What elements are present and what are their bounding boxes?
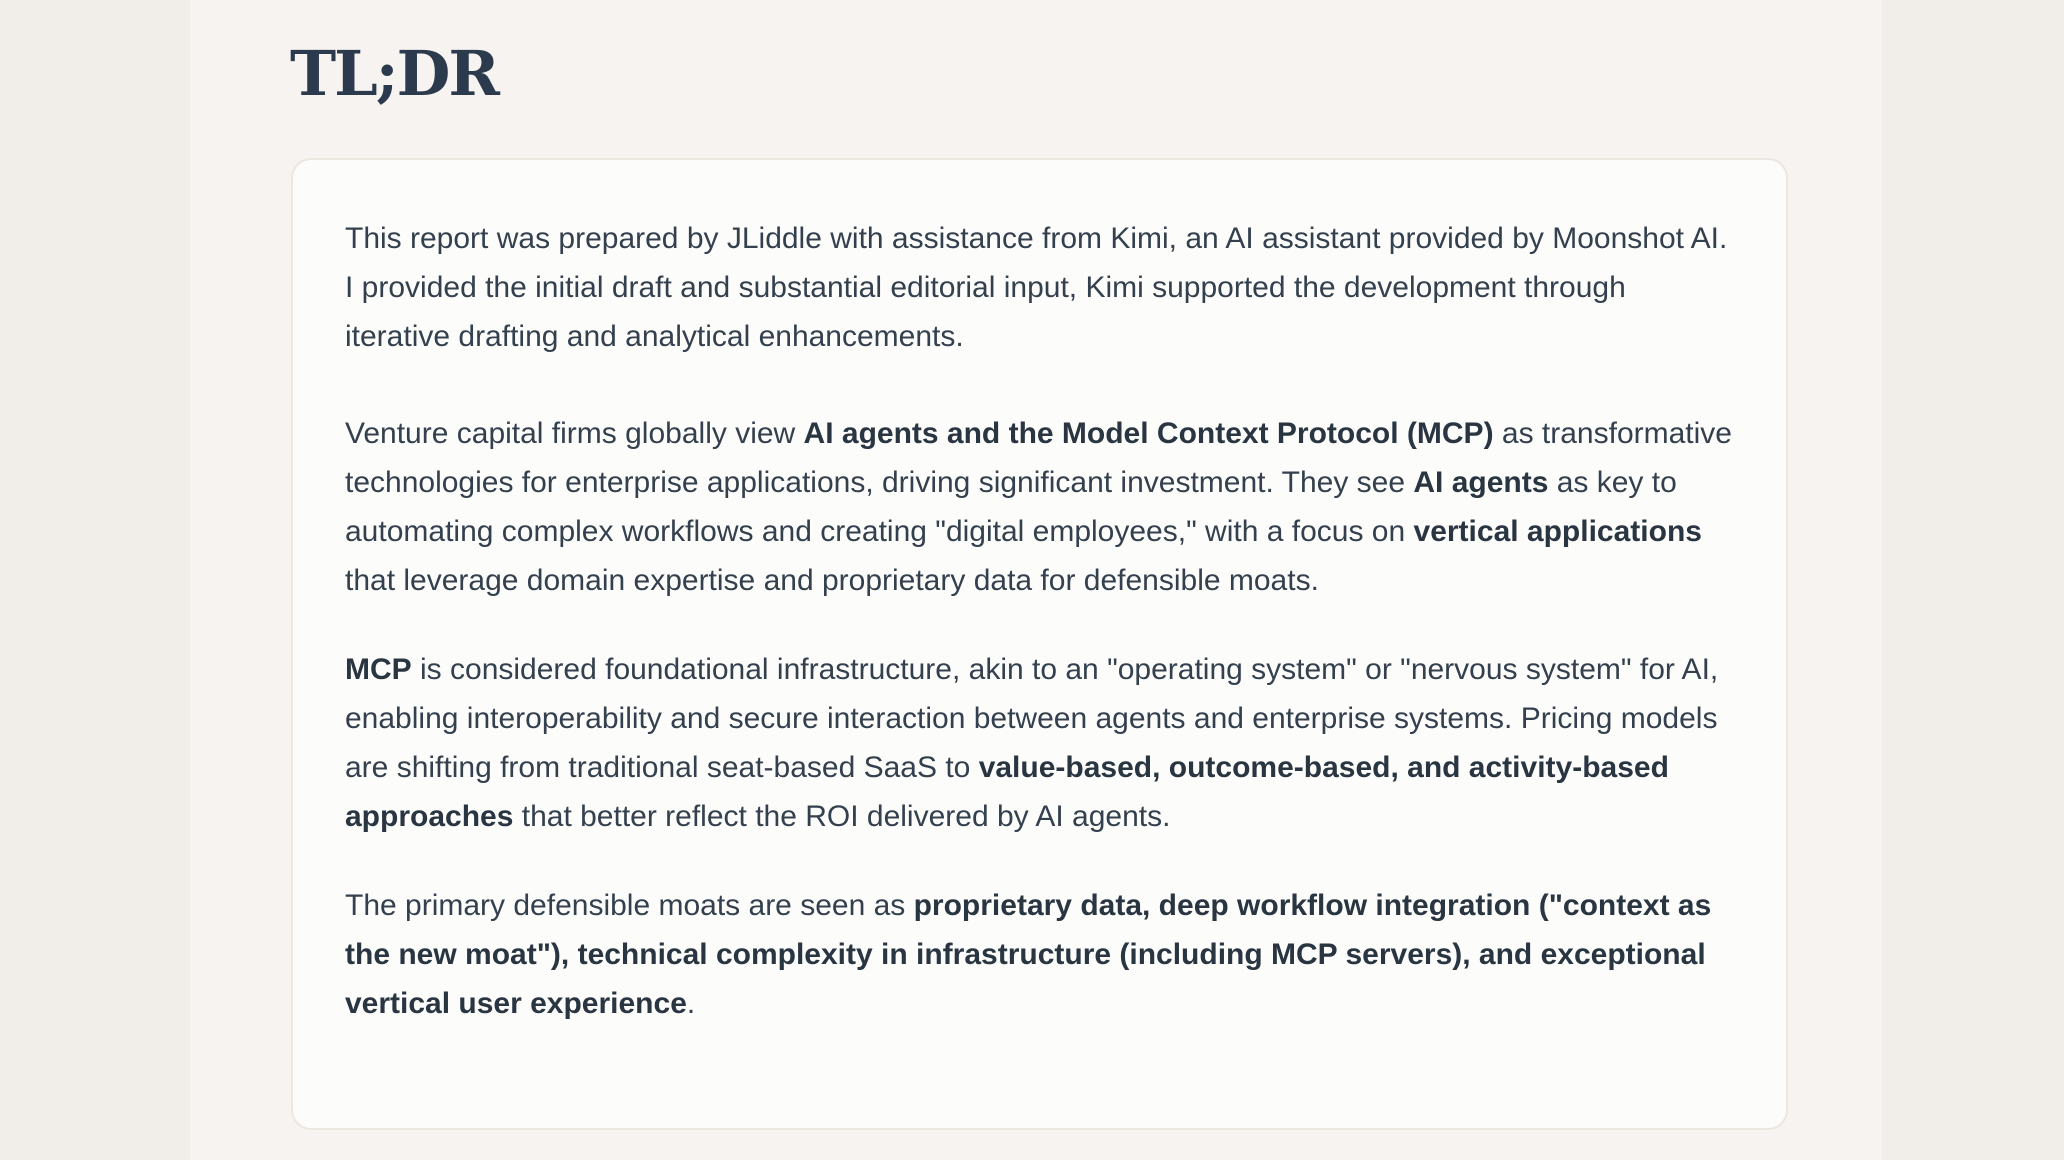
summary-card [291,158,1788,1130]
paragraph-text: as key to automating complex workflows and creating "digital employees," with a focus on [345,466,1677,548]
bold-text: MCP [345,653,412,686]
paragraph-attribution [345,214,1736,361]
page-title: TL;DR [290,37,498,110]
bold-text: value-based, outcome-based, and activity-based approaches [345,751,1669,833]
bold-text: AI agents and the Model Context Protocol (MCP) [803,417,1494,450]
paragraph-mcp [345,645,1736,841]
paragraph-vc-view [345,409,1736,605]
paragraph-text: that leverage domain expertise and proprietary data for defensible moats. [345,564,1319,597]
paragraph-text: . [686,987,696,1020]
bold-text: AI agents [1413,466,1549,499]
paragraph-text: Venture capital firms globally view [345,417,804,450]
paragraph-text: This report was prepared by JLiddle with assistance from Kimi, an AI assistant provided by Moonshot AI. I provided the initial draft and substantial editorial input, Kimi supported the development through iterative drafting and analytical enhancements. [345,222,1728,353]
paragraph-moats [345,881,1736,1028]
paragraph-text: The primary defensible moats are seen as [345,889,914,922]
paragraph-text: is considered foundational infrastructure, akin to an "operating system" or "nervous system" for AI, enabling interoperability and secure interaction between agents and enterprise systems. Pricing models are shifting from traditional seat-based SaaS to [345,653,1719,784]
bold-text: proprietary data, deep workflow integration ("context as the new moat"), technical complexity in infrastructure (including MCP servers), and exceptional vertical user experience [345,889,1712,1020]
paragraph-text: that better reflect the ROI delivered by AI agents. [513,800,1171,833]
paragraph-text: as transformative technologies for enterprise applications, driving significant investment. They see [345,417,1732,499]
bold-text: vertical applications [1413,515,1702,548]
